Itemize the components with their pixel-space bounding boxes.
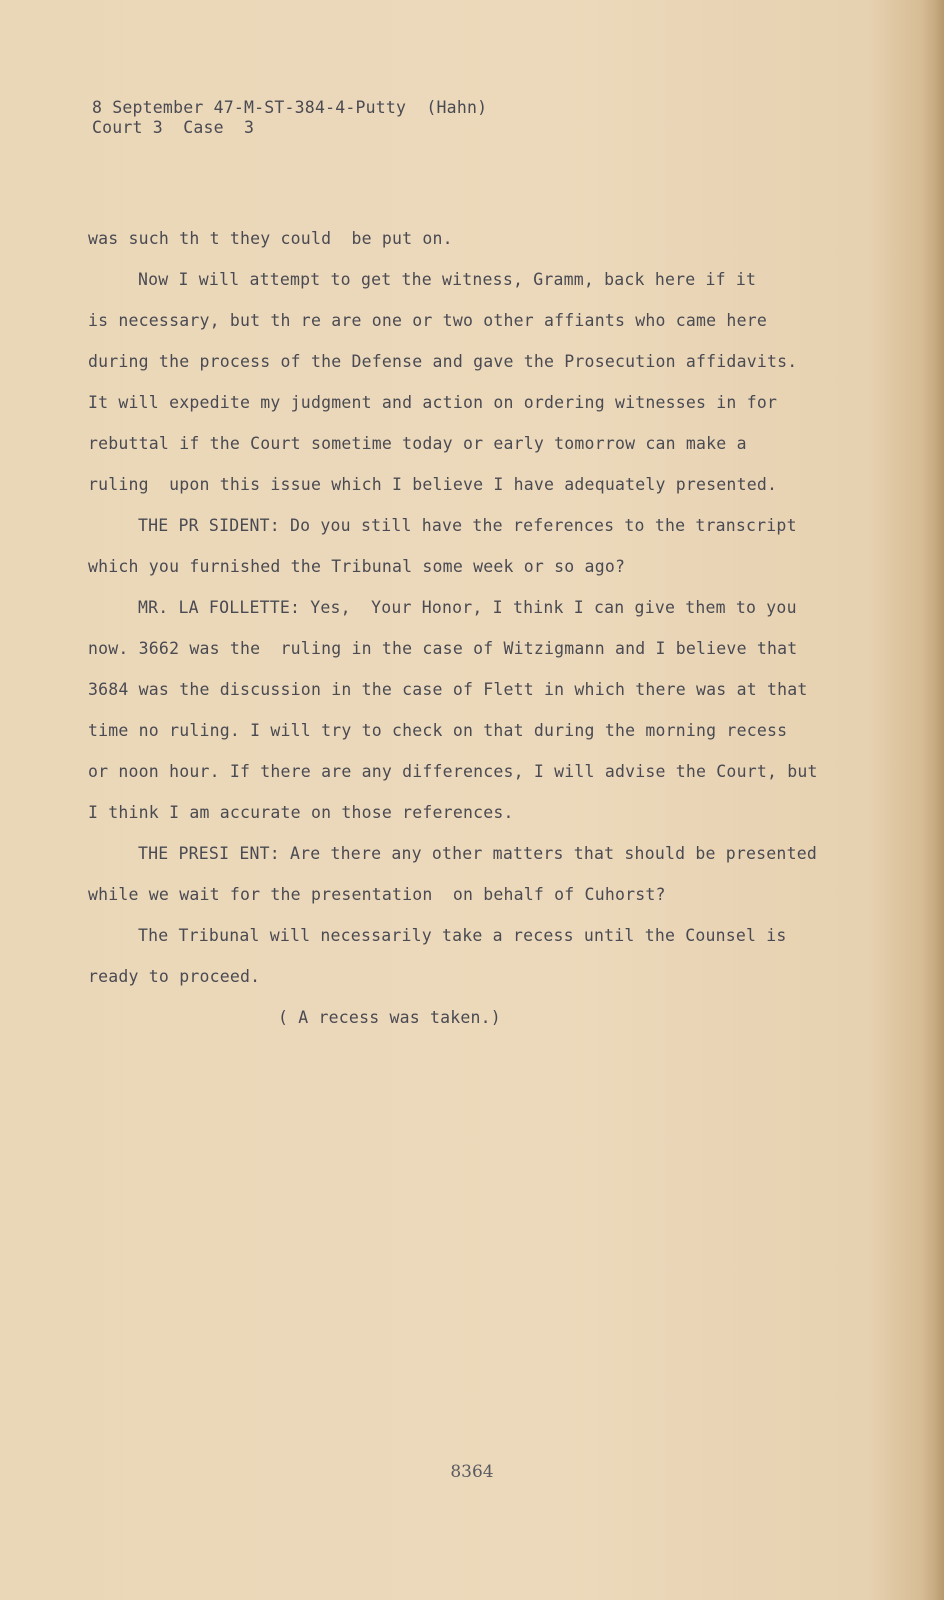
transcript-line: I think I am accurate on those references.: [88, 803, 514, 822]
transcript-line: was such th t they could be put on.: [88, 229, 453, 248]
transcript-line: It will expedite my judgment and action on ordering witnesses in for: [88, 393, 778, 412]
transcript-line: rebuttal if the Court sometime today or early tomorrow can make a: [88, 434, 747, 453]
transcript-body: [88, 227, 828, 1047]
transcript-line: ruling upon this issue which I believe I have adequately presented.: [88, 475, 778, 494]
header-date-reference: 8 September 47-M-ST-384-4-Putty (Hahn): [92, 98, 488, 117]
transcript-line: which you furnished the Tribunal some week or so ago?: [88, 557, 626, 576]
transcript-line: time no ruling. I will try to check on that during the morning recess: [88, 721, 788, 740]
transcript-line: or noon hour. If there are any differences, I will advise the Court, but: [88, 762, 818, 781]
transcript-line: now. 3662 was the ruling in the case of Witzigmann and I believe that: [88, 639, 798, 658]
transcript-line: THE PR SIDENT: Do you still have the references to the transcript: [138, 516, 797, 535]
page-edge-shadow: [922, 0, 944, 1600]
transcript-line: during the process of the Defense and gave the Prosecution affidavits.: [88, 352, 798, 371]
transcript-line: 3684 was the discussion in the case of Flett in which there was at that: [88, 680, 808, 699]
recess-note: ( A recess was taken.): [278, 1008, 501, 1027]
transcript-line: MR. LA FOLLETTE: Yes, Your Honor, I think I can give them to you: [138, 598, 797, 617]
transcript-line: while we wait for the presentation on behalf of Cuhorst?: [88, 885, 666, 904]
header-court-case: Court 3 Case 3: [92, 118, 255, 137]
document-header: [92, 98, 487, 138]
transcript-line: ready to proceed.: [88, 967, 261, 986]
transcript-line: is necessary, but th re are one or two other affiants who came here: [88, 311, 767, 330]
transcript-line: The Tribunal will necessarily take a recess until the Counsel is: [138, 926, 787, 945]
transcript-line: THE PRESI ENT: Are there any other matters that should be presented: [138, 844, 817, 863]
page-number: 8364: [450, 1462, 494, 1482]
transcript-line: Now I will attempt to get the witness, Gramm, back here if it: [138, 270, 757, 289]
